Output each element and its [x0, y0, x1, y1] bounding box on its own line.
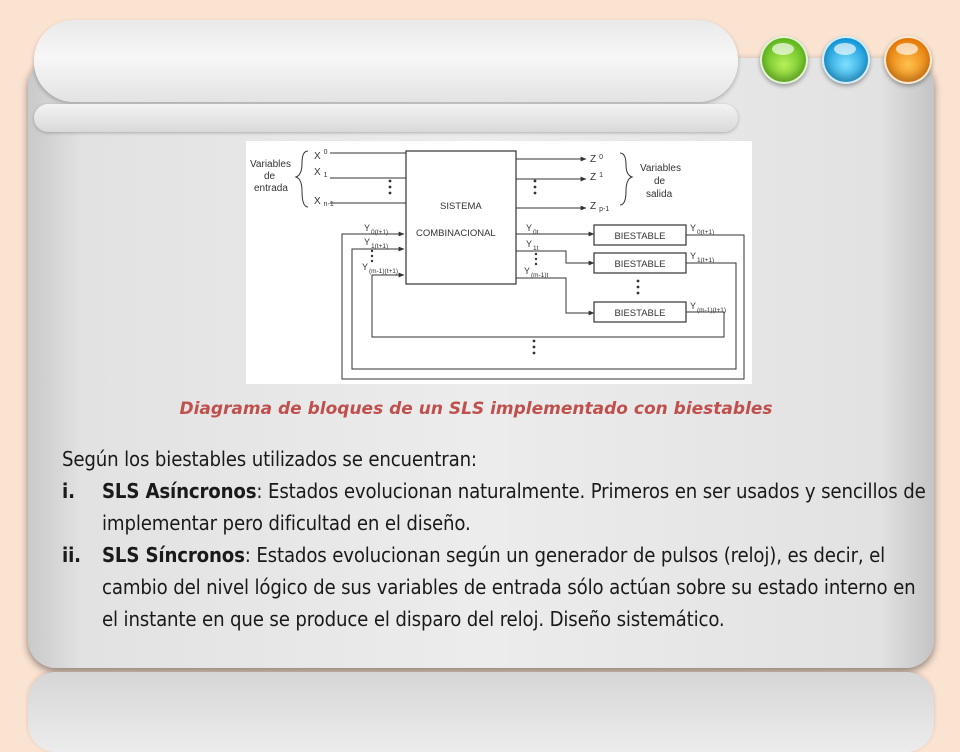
state-out-2: $Y_{(m-1)t}$ [524, 266, 549, 279]
flipflop-label-0: BIESTABLE [614, 231, 666, 242]
ff-out-1: $Y_{1(t+1)}$ [690, 251, 715, 264]
list-item-text-2 [102, 539, 930, 635]
subtitle-bar [34, 104, 738, 132]
list-item-async [62, 475, 930, 539]
system-label-2: COMBINACIONAL [416, 228, 496, 239]
output-var-1: Z $^1$ [590, 172, 604, 183]
combinational-system-box [406, 151, 516, 284]
ff-out-2: $Y_{(m-1)(t+1)}$ [690, 301, 727, 314]
output-var-2: Z $_{p-1}$ [590, 201, 610, 213]
figure-caption: Diagrama de bloques de un SLS implementado con biestables [179, 399, 773, 419]
system-label-1: SISTEMA [440, 201, 482, 212]
blue-orb-icon [822, 36, 870, 84]
wire-to-ff-1 [516, 251, 594, 263]
input-ellipsis [389, 180, 392, 195]
wire-to-ff-2 [516, 278, 594, 313]
flipflop-ellipsis [637, 280, 640, 295]
state-out-1: $Y_{1t}$ [526, 239, 539, 252]
state-in-2: $Y_{(m-1)(t+1)}$ [362, 262, 399, 275]
block-diagram [246, 141, 752, 384]
inputs-label-line-3: entrada [254, 183, 288, 194]
input-var-2: X $_{n-1}$ [314, 196, 334, 208]
inputs-label-line-2: de [264, 171, 276, 182]
term-sync: SLS Síncronos [102, 543, 245, 567]
orange-orb-icon [884, 36, 932, 84]
inputs-brace [296, 151, 308, 207]
list-marker-2: ii. [62, 543, 81, 567]
input-var-0: X $^0$ [314, 149, 328, 162]
output-ellipsis [534, 180, 537, 195]
inputs-label-line-1: Variables [250, 159, 291, 170]
ff-out-0: $Y_{0(t+1)}$ [690, 223, 715, 236]
green-orb-icon [760, 36, 808, 84]
desc-sync: : Estados evolucionan según un generador de pulsos (reloj), es decir, el cambio del nivel lógico de sus variables de entrada sólo actúan sobre su estado interno en el instante en que se produce el disparo del reloj. Diseño sistemático. [102, 543, 916, 631]
outputs-label-line-2: de [654, 176, 666, 187]
output-var-0: Z $^0$ [590, 154, 604, 165]
outputs-label-line-1: Variables [640, 163, 681, 174]
desc-async: : Estados evolucionan naturalmente. Primeros en ser usados y sencillos de implementar pero dificultad en el diseño. [102, 479, 926, 535]
input-var-1: X $_1$ [314, 167, 328, 179]
intro-text: Según los biestables utilizados se encuentran: [62, 447, 477, 471]
list-item-text-1 [102, 475, 930, 539]
list-marker-1: i. [62, 479, 75, 503]
outputs-brace [620, 153, 632, 205]
feedback-ellipsis [533, 340, 536, 355]
slide-body [62, 443, 930, 635]
title-bar [34, 20, 738, 102]
flipflop-label-2: BIESTABLE [614, 308, 666, 319]
state-in-1: $Y_{1(t+1)}$ [364, 237, 389, 250]
state-out-ellipsis [535, 253, 537, 265]
state-in-0: $Y_{0(t+1)}$ [364, 223, 389, 236]
state-in-ellipsis [371, 250, 373, 262]
flipflop-label-1: BIESTABLE [614, 259, 666, 270]
term-async: SLS Asíncronos [102, 479, 257, 503]
state-out-0: $Y_{0t}$ [526, 223, 539, 236]
block-diagram-svg [246, 141, 752, 384]
outputs-label-line-3: salida [646, 189, 673, 200]
next-slide-edge [28, 672, 934, 752]
list-item-sync [62, 539, 930, 635]
